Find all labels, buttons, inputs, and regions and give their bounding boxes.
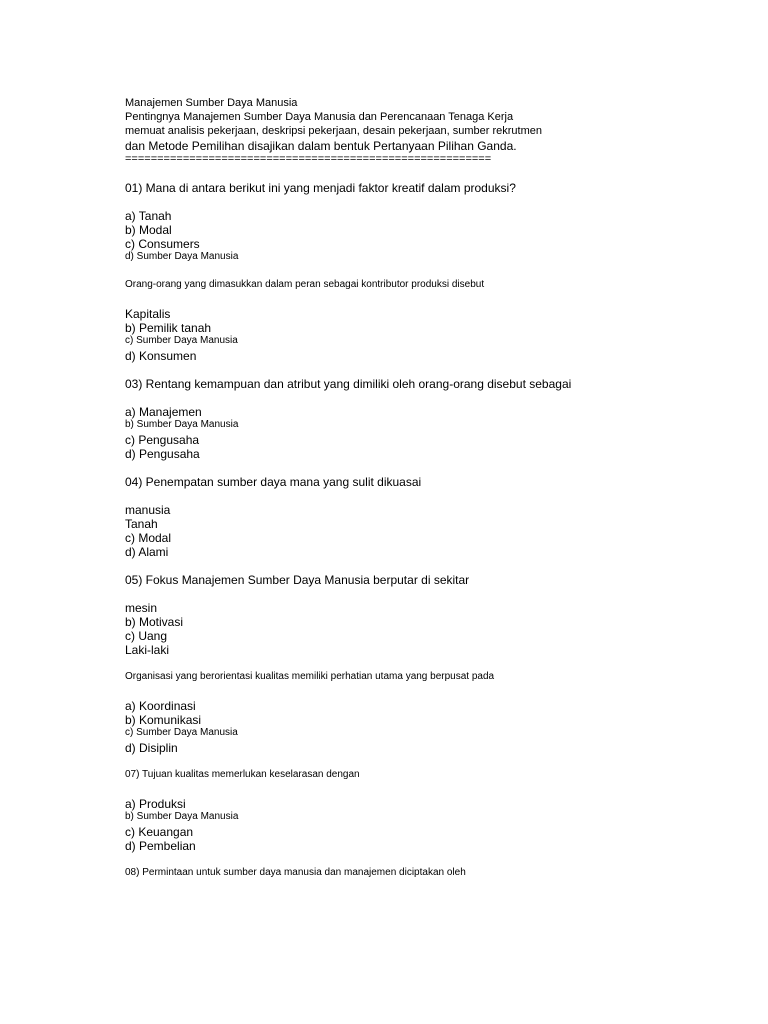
header-line-3: memuat analisis pekerjaan, deskripsi pekerjaan, desain pekerjaan, sumber rekrutmen bbox=[125, 125, 542, 137]
question-1: 01) Mana di antara berikut ini yang menjadi faktor kreatif dalam produksi? bbox=[125, 181, 516, 195]
question-7-option-c: c) Keuangan bbox=[125, 825, 194, 839]
header-line-2: Pentingnya Manajemen Sumber Daya Manusia dan Perencanaan Tenaga Kerja bbox=[125, 111, 514, 123]
question-4: 04) Penempatan sumber daya mana yang sulit dikuasai bbox=[125, 475, 422, 489]
question-6-option-a: a) Koordinasi bbox=[125, 699, 196, 713]
question-7-option-d: d) Pembelian bbox=[125, 839, 196, 853]
question-2-option-d: d) Konsumen bbox=[125, 349, 197, 363]
question-2: Orang-orang yang dimasukkan dalam peran sebagai kontributor produksi disebut bbox=[125, 279, 485, 290]
question-4-option-a: manusia bbox=[125, 503, 171, 517]
question-5-option-a: mesin bbox=[125, 601, 158, 615]
question-7-option-a: a) Produksi bbox=[125, 797, 186, 811]
document-title: Manajemen Sumber Daya Manusia bbox=[125, 97, 298, 109]
question-4-option-c: c) Modal bbox=[125, 531, 172, 545]
question-1-option-b: b) Modal bbox=[125, 223, 172, 237]
question-5-option-b: b) Motivasi bbox=[125, 615, 184, 629]
question-3-option-a: a) Manajemen bbox=[125, 405, 202, 419]
header-separator: ========================================================= bbox=[125, 153, 492, 165]
question-2-option-b: b) Pemilik tanah bbox=[125, 321, 212, 335]
question-3-option-c: c) Pengusaha bbox=[125, 433, 200, 447]
question-2-option-c: c) Sumber Daya Manusia bbox=[125, 335, 238, 346]
question-6: Organisasi yang berorientasi kualitas memiliki perhatian utama yang berpusat pada bbox=[125, 671, 495, 682]
question-4-option-d: d) Alami bbox=[125, 545, 169, 559]
question-3-option-b: b) Sumber Daya Manusia bbox=[125, 419, 239, 430]
question-5-option-c: c) Uang bbox=[125, 629, 168, 643]
question-2-option-a: Kapitalis bbox=[125, 307, 171, 321]
question-6-option-c: c) Sumber Daya Manusia bbox=[125, 727, 238, 738]
question-1-option-d: d) Sumber Daya Manusia bbox=[125, 251, 239, 262]
question-5: 05) Fokus Manajemen Sumber Daya Manusia berputar di sekitar bbox=[125, 573, 470, 587]
question-1-option-a: a) Tanah bbox=[125, 209, 172, 223]
question-8: 08) Permintaan untuk sumber daya manusia dan manajemen diciptakan oleh bbox=[125, 867, 466, 878]
question-6-option-b: b) Komunikasi bbox=[125, 713, 202, 727]
header-line-4: dan Metode Pemilihan disajikan dalam bentuk Pertanyaan Pilihan Ganda. bbox=[125, 139, 517, 153]
question-3: 03) Rentang kemampuan dan atribut yang dimiliki oleh orang-orang disebut sebagai bbox=[125, 377, 572, 391]
question-3-option-d: d) Pengusaha bbox=[125, 447, 200, 461]
question-4-option-b: Tanah bbox=[125, 517, 158, 531]
question-7-option-b: b) Sumber Daya Manusia bbox=[125, 811, 239, 822]
question-6-option-d: d) Disiplin bbox=[125, 741, 178, 755]
question-1-option-c: c) Consumers bbox=[125, 237, 200, 251]
question-5-option-d: Laki-laki bbox=[125, 643, 170, 657]
question-7: 07) Tujuan kualitas memerlukan keselarasan dengan bbox=[125, 769, 360, 780]
